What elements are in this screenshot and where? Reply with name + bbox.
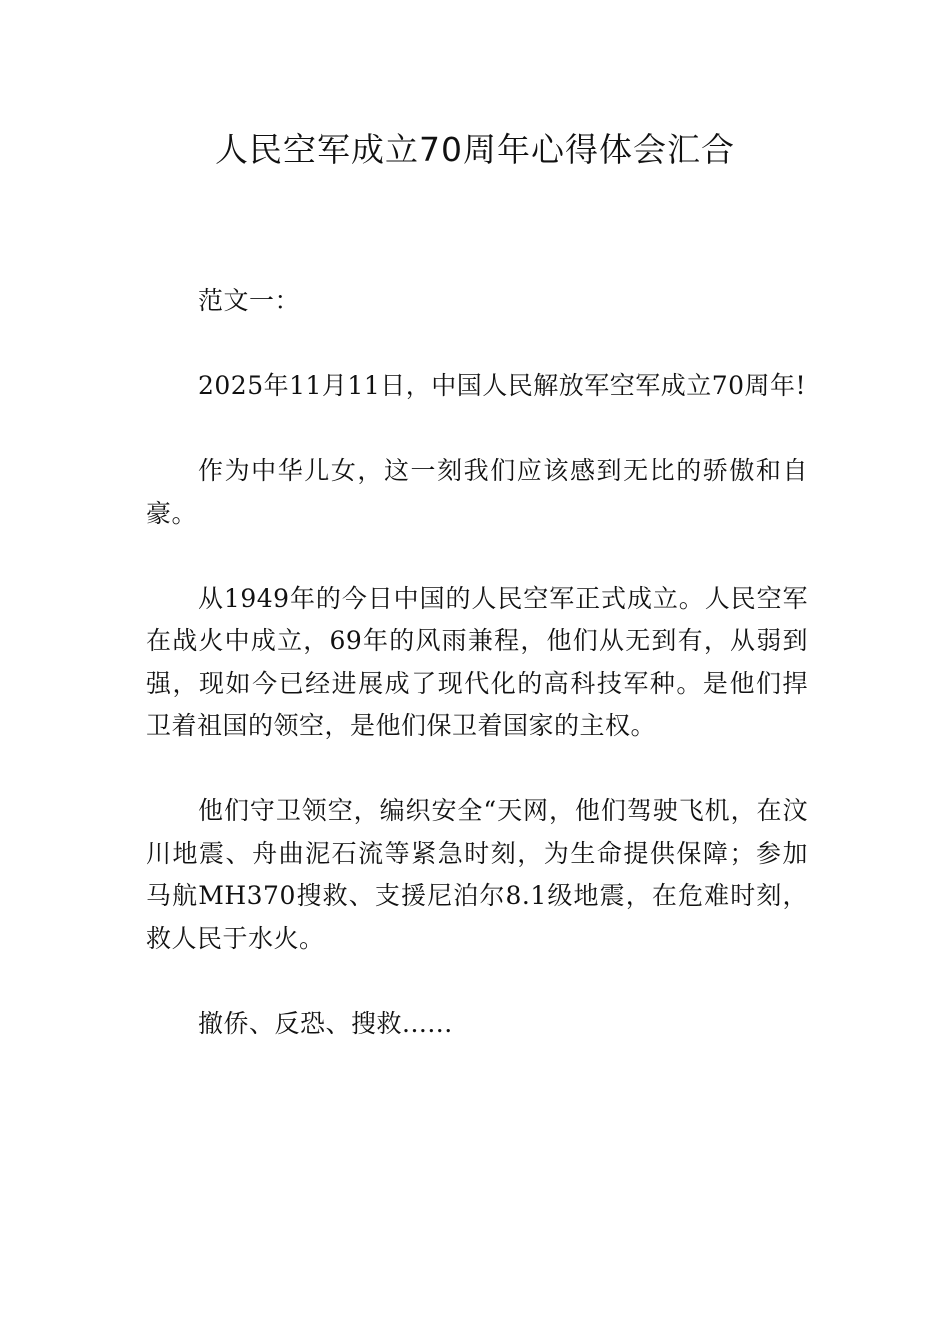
paragraph-heading: 范文一： xyxy=(198,286,301,315)
paragraph: 作为中华儿女，这一刻我们应该感到无比的骄傲和自豪。 xyxy=(146,456,808,528)
paragraph: 2025年11月11日，中国人民解放军空军成立70周年! xyxy=(198,371,807,400)
paragraph: 他们守卫领空，编织安全“天网，他们驾驶飞机，在汶川地震、舟曲泥石流等紧急时刻，为生命提供保障；参加马航MH370搜救、支援尼泊尔8.1级地震，在危难时刻，救人民于水火。 xyxy=(146,796,808,953)
document-title: 人民空军成立70周年心得体会汇合 xyxy=(215,130,735,169)
document-body xyxy=(146,280,808,1088)
paragraph: 撤侨、反恐、搜救...... xyxy=(198,1008,453,1038)
paragraph: 从1949年的今日中国的人民空军正式成立。人民空军在战火中成立，69年的风雨兼程，他们从无到有，从弱到强，现如今已经进展成了现代化的高科技军种。是他们捍卫着祖国的领空，是他们保卫着国家的主权。 xyxy=(146,583,808,740)
